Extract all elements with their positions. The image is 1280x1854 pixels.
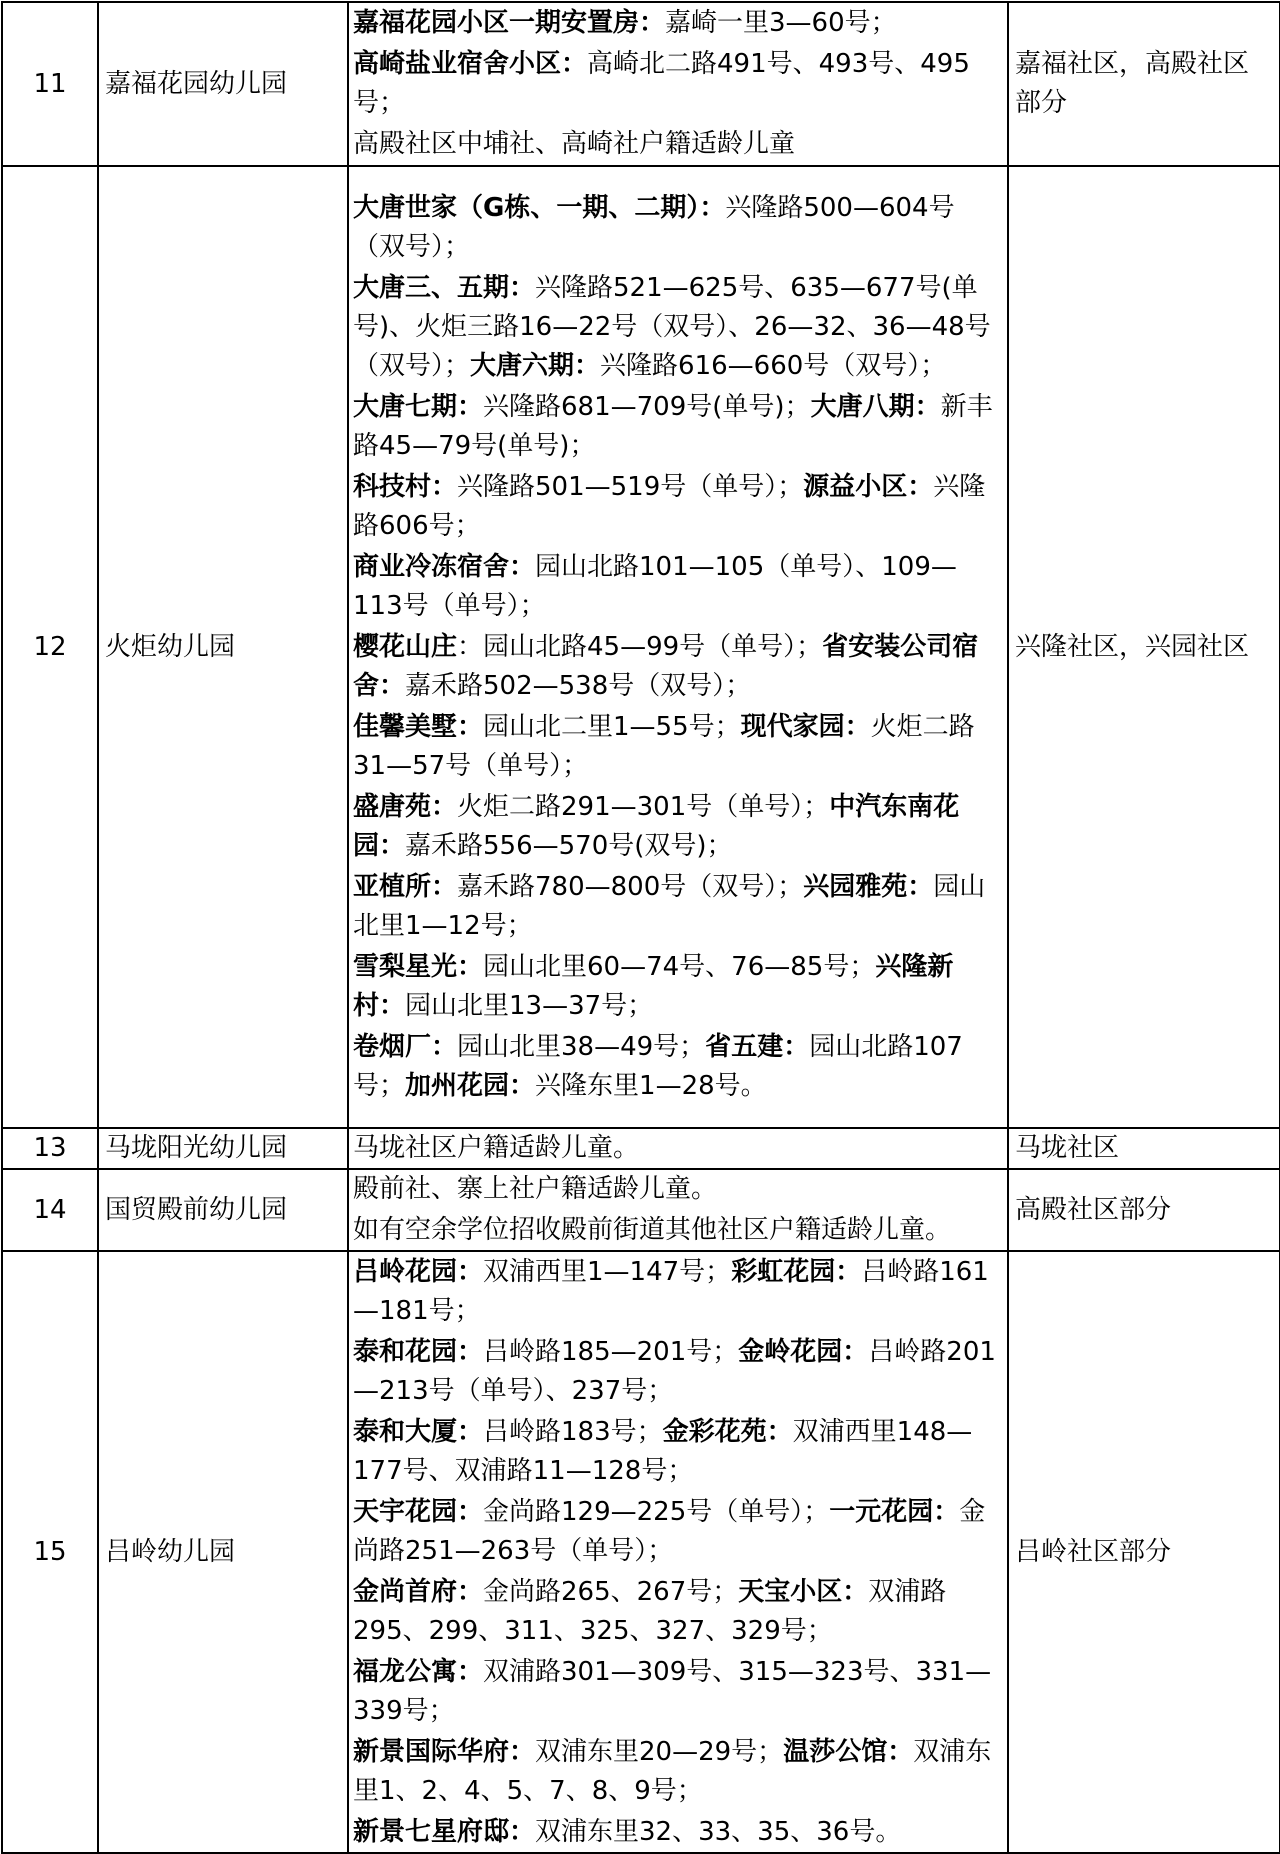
address-line bbox=[353, 388, 1003, 466]
community-label: 兴隆新村： bbox=[353, 951, 954, 1021]
table-row bbox=[2, 2, 1280, 166]
address-text: 金尚路129—225号（单号）； bbox=[483, 1496, 830, 1527]
address-text: 双浦路295、299、311、325、327、329号； bbox=[353, 1576, 947, 1646]
address-text: 嘉禾路780—800号（双号）； bbox=[457, 871, 804, 902]
address-text: 吕岭路183号； bbox=[483, 1416, 663, 1447]
community-label: 金岭花园： bbox=[738, 1336, 869, 1367]
community-label: 一元花园： bbox=[829, 1496, 960, 1527]
address-text: 高殿社区中埔社、高崎社户籍适龄儿童 bbox=[353, 129, 796, 159]
address-range-cell bbox=[348, 1128, 1008, 1169]
address-text: ：园山北路45—99号（单号）； bbox=[457, 631, 823, 662]
community-label: 金彩花苑： bbox=[662, 1416, 793, 1447]
community-label: 加州花园： bbox=[405, 1070, 536, 1101]
address-text: 兴隆路606号； bbox=[353, 471, 986, 541]
address-line bbox=[353, 708, 1003, 786]
kindergarten-name: 马垅阳光幼儿园 bbox=[98, 1128, 348, 1169]
community-label: 雪梨星光： bbox=[353, 951, 484, 982]
address-range-cell bbox=[348, 2, 1008, 166]
row-number: 14 bbox=[2, 1169, 98, 1251]
address-line bbox=[353, 1253, 1003, 1331]
kindergarten-name: 火炬幼儿园 bbox=[98, 166, 348, 1128]
address-line bbox=[353, 1813, 1003, 1852]
table-row bbox=[2, 166, 1280, 1128]
community-label: 源益小区： bbox=[803, 471, 934, 502]
address-range-cell bbox=[348, 166, 1008, 1128]
address-line bbox=[353, 1653, 1003, 1731]
address-line bbox=[353, 1129, 1003, 1168]
address-line bbox=[353, 189, 1003, 267]
address-text: 园山北路101—105（单号）、109—113号（单号）； bbox=[353, 551, 957, 621]
address-range-cell bbox=[348, 1251, 1008, 1853]
community-name: 吕岭社区部分 bbox=[1008, 1251, 1280, 1853]
community-label: 樱花山庄 bbox=[353, 631, 458, 662]
community-label: 金尚首府： bbox=[353, 1576, 484, 1607]
enrollment-district-table bbox=[1, 1, 1280, 1854]
address-text: 吕岭路201—213号（单号）、237号； bbox=[353, 1336, 996, 1406]
address-line bbox=[353, 269, 1003, 386]
address-text: 双浦西里1—147号； bbox=[483, 1256, 732, 1287]
address-line bbox=[353, 628, 1003, 706]
address-text: 兴隆路500—604号（双号）； bbox=[353, 192, 955, 262]
address-text: 兴隆路681—709号(单号)； bbox=[483, 391, 811, 422]
row-number: 12 bbox=[2, 166, 98, 1128]
community-label: 福龙公寓： bbox=[353, 1656, 484, 1687]
row-number: 11 bbox=[2, 2, 98, 166]
community-label: 大唐六期： bbox=[470, 350, 601, 381]
address-line bbox=[353, 1733, 1003, 1811]
community-label: 现代家园： bbox=[740, 711, 871, 742]
community-label: 兴园雅苑： bbox=[803, 871, 934, 902]
address-text: 园山北里38—49号； bbox=[457, 1031, 706, 1062]
address-text: 如有空余学位招收殿前街道其他社区户籍适龄儿童。 bbox=[353, 1215, 952, 1245]
community-label: 彩虹花园： bbox=[731, 1256, 862, 1287]
community-label: 温莎公馆： bbox=[783, 1736, 914, 1767]
address-line bbox=[353, 1413, 1003, 1491]
address-text: 园山北路107号； bbox=[353, 1031, 963, 1101]
address-text: 双浦西里148—177号、双浦路11—128号； bbox=[353, 1416, 973, 1486]
address-text: 双浦东里1、2、4、5、7、8、9号； bbox=[353, 1736, 992, 1806]
address-line bbox=[353, 45, 1003, 123]
address-range-cell bbox=[348, 1169, 1008, 1251]
community-label: 佳馨美墅： bbox=[353, 711, 484, 742]
address-text: 马垅社区户籍适龄儿童。 bbox=[353, 1133, 640, 1163]
community-name: 马垅社区 bbox=[1008, 1128, 1280, 1169]
community-label: 中汽东南花园： bbox=[353, 791, 960, 861]
address-text: 园山北里1—12号； bbox=[353, 871, 986, 941]
row-number: 13 bbox=[2, 1128, 98, 1169]
address-line bbox=[353, 868, 1003, 946]
community-label: 商业冷冻宿舍： bbox=[353, 551, 536, 582]
community-label: 大唐八期： bbox=[810, 391, 941, 422]
community-label: 天宝小区： bbox=[738, 1576, 869, 1607]
community-label: 泰和花园： bbox=[353, 1336, 484, 1367]
community-name: 高殿社区部分 bbox=[1008, 1169, 1280, 1251]
address-text: 双浦路301—309号、315—323号、331—339号； bbox=[353, 1656, 992, 1726]
address-text: 殿前社、寨上社户籍适龄儿童。 bbox=[353, 1174, 718, 1204]
table-row bbox=[2, 1169, 1280, 1251]
address-line bbox=[353, 1493, 1003, 1571]
address-text: 双浦东里32、33、35、36号。 bbox=[535, 1816, 902, 1847]
address-line bbox=[353, 948, 1003, 1026]
address-text: 火炬二路291—301号（单号）； bbox=[457, 791, 830, 822]
community-name: 嘉福社区，高殿社区部分 bbox=[1008, 2, 1280, 166]
table-row bbox=[2, 1128, 1280, 1169]
community-label: 高崎盐业宿舍小区： bbox=[353, 49, 588, 79]
community-name: 兴隆社区，兴园社区 bbox=[1008, 166, 1280, 1128]
address-line bbox=[353, 468, 1003, 546]
community-label: 大唐七期： bbox=[353, 391, 484, 422]
address-text: 吕岭路161—181号； bbox=[353, 1256, 989, 1326]
row-number: 15 bbox=[2, 1251, 98, 1853]
address-line bbox=[353, 1211, 1003, 1250]
kindergarten-name: 嘉福花园幼儿园 bbox=[98, 2, 348, 166]
address-line bbox=[353, 125, 1003, 164]
address-text: 嘉崎一里3—60号； bbox=[665, 8, 897, 38]
community-label: 省五建： bbox=[705, 1031, 810, 1062]
address-text: 园山北里13—37号； bbox=[405, 990, 654, 1021]
community-label: 新景七星府邸： bbox=[353, 1816, 536, 1847]
community-label: 卷烟厂： bbox=[353, 1031, 458, 1062]
address-text: 园山北里60—74号、76—85号； bbox=[483, 951, 876, 982]
address-text: 火炬二路31—57号（单号）； bbox=[353, 711, 975, 781]
address-line bbox=[353, 1170, 1003, 1209]
address-line bbox=[353, 4, 1003, 43]
address-text: 新丰路45—79号(单号)； bbox=[353, 391, 993, 461]
kindergarten-name: 吕岭幼儿园 bbox=[98, 1251, 348, 1853]
address-text: 兴隆路521—625号、635—677号(单号)、火炬三路16—22号（双号）、26—32、36—48号（双号）； bbox=[353, 272, 991, 381]
community-label: 省安装公司宿舍： bbox=[353, 631, 979, 701]
address-line bbox=[353, 1028, 1003, 1106]
address-line bbox=[353, 1333, 1003, 1411]
community-label: 嘉福花园小区一期安置房： bbox=[353, 8, 666, 38]
address-text: 嘉禾路556—570号(双号)； bbox=[405, 830, 733, 861]
address-text: 园山北二里1—55号； bbox=[483, 711, 741, 742]
community-label: 泰和大厦： bbox=[353, 1416, 484, 1447]
address-text: 兴隆路501—519号（单号）； bbox=[457, 471, 804, 502]
kindergarten-name: 国贸殿前幼儿园 bbox=[98, 1169, 348, 1251]
address-text: 兴隆路616—660号（双号）； bbox=[600, 350, 947, 381]
community-label: 大唐三、五期： bbox=[353, 272, 536, 303]
address-line bbox=[353, 1573, 1003, 1651]
address-text: 金尚路265、267号； bbox=[483, 1576, 739, 1607]
address-line bbox=[353, 548, 1003, 626]
address-text: 高崎北二路491号、493号、495号； bbox=[353, 49, 970, 118]
address-text: 金尚路251—263号（单号）； bbox=[353, 1496, 986, 1566]
community-label: 大唐世家（G栋、一期、二期）： bbox=[353, 192, 726, 223]
address-text: 嘉禾路502—538号（双号）； bbox=[405, 670, 752, 701]
community-label: 新景国际华府： bbox=[353, 1736, 536, 1767]
community-label: 亚植所： bbox=[353, 871, 458, 902]
community-label: 科技村： bbox=[353, 471, 458, 502]
address-text: 双浦东里20—29号； bbox=[535, 1736, 784, 1767]
community-label: 天宇花园： bbox=[353, 1496, 484, 1527]
community-label: 吕岭花园： bbox=[353, 1256, 484, 1287]
address-text: 兴隆东里1—28号。 bbox=[535, 1070, 767, 1101]
community-label: 盛唐苑： bbox=[353, 791, 458, 822]
address-line bbox=[353, 788, 1003, 866]
address-text: 吕岭路185—201号； bbox=[483, 1336, 739, 1367]
table-row bbox=[2, 1251, 1280, 1853]
